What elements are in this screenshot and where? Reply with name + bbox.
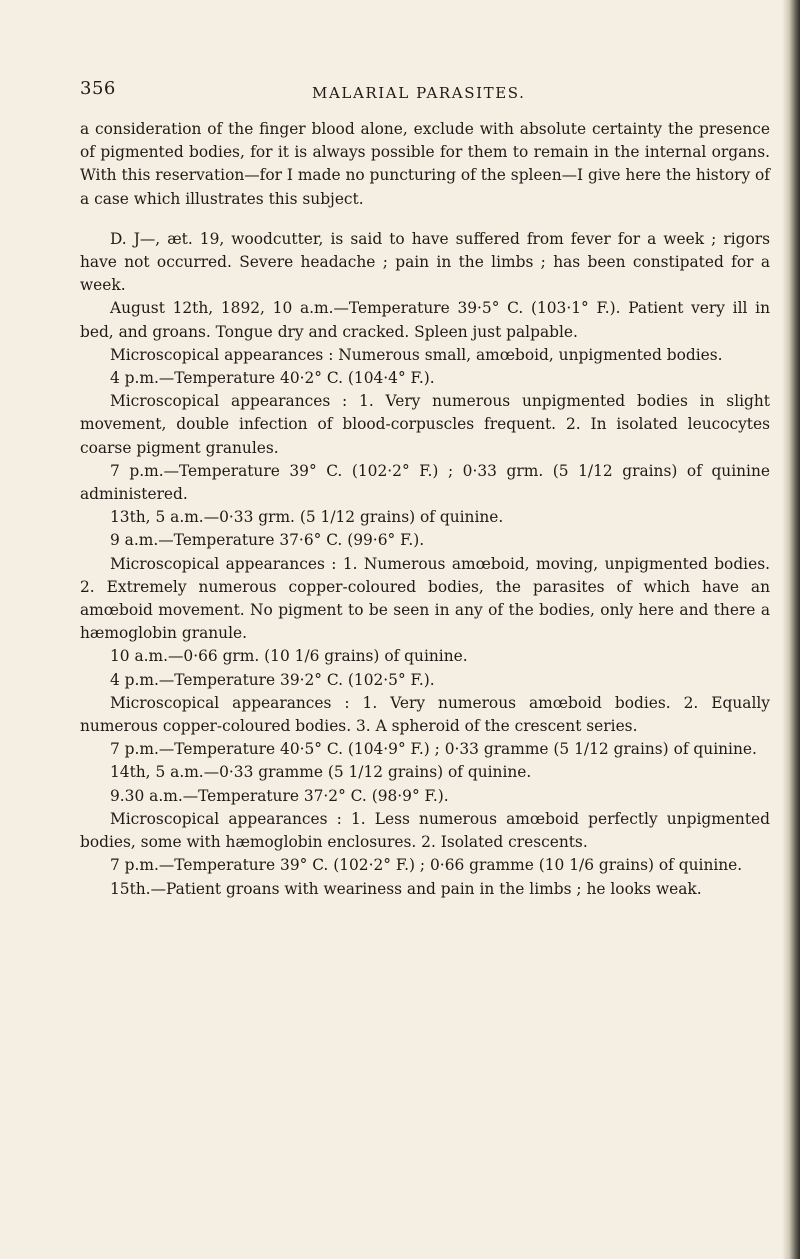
paragraph-entry: Microscopical appearances : Numerous small, amœboid, unpigmented bodies. <box>110 345 723 364</box>
paragraph-entry: 7 p.m.—Temperature 39° C. (102·2° F.) ; 0·33 grm. (5 1/12 grains) of quinine administered. <box>80 461 770 504</box>
paragraph-entry: 4 p.m.—Temperature 40·2° C. (104·4° F.). <box>110 369 435 388</box>
paragraph-entry: Microscopical appearances : 1. Very numerous unpigmented bodies in slight movement, double infection of blood-corpuscles frequent. 2. In isolated leucocytes coarse pigment granules. <box>80 392 770 457</box>
paragraph-entry: Microscopical appearances : 1. Very numerous amœboid bodies. 2. Equally numerous copper-coloured bodies. 3. A spheroid of the crescent series. <box>80 693 770 736</box>
paragraph-intro: a consideration of the finger blood alone, exclude with absolute certainty the presence of pigmented bodies, for it is always possible for them to remain in the internal organs. With this reservation—for I made no puncturing of the spleen—I give here the history of a case which illustrates this subject. <box>80 120 771 208</box>
page-number: 356 <box>80 78 116 99</box>
paragraph-entry: Microscopical appearances : 1. Numerous amœboid, moving, unpigmented bodies. 2. Extremely numerous copper-coloured bodies, the parasites of which have an amœboid movement. No pigment to be seen in any of the bodies, only here and there a hæmoglobin granule. <box>80 554 770 643</box>
paragraph-entry: 14th, 5 a.m.—0·33 gramme (5 1/12 grains) of quinine. <box>110 763 532 782</box>
page-header <box>0 78 780 108</box>
paragraph-entry: 9.30 a.m.—Temperature 37·2° C. (98·9° F.). <box>110 786 449 805</box>
paragraph-entry: 7 p.m.—Temperature 40·5° C. (104·9° F.) ; 0·33 gramme (5 1/12 grains) of quinine. <box>110 740 757 759</box>
paragraph-entry: 13th, 5 a.m.—0·33 grm. (5 1/12 grains) of quinine. <box>110 508 504 527</box>
page-edge-shadow <box>782 0 800 1259</box>
running-head: MALARIAL PARASITES. <box>312 84 526 102</box>
paragraph-entry: 4 p.m.—Temperature 39·2° C. (102·5° F.). <box>110 670 435 689</box>
paragraph-entry: 9 a.m.—Temperature 37·6° C. (99·6° F.). <box>110 531 425 550</box>
paragraph-case-history: D. J—, æt. 19, woodcutter, is said to have suffered from fever for a week ; rigors have not occurred. Severe headache ; pain in the limbs ; has been constipated for a week. <box>80 229 770 295</box>
body-text <box>80 118 770 901</box>
paragraph-entry: 15th.—Patient groans with weariness and pain in the limbs ; he looks weak. <box>110 879 702 898</box>
paragraph-entry: 10 a.m.—0·66 grm. (10 1/6 grains) of quinine. <box>110 647 468 666</box>
paragraph-entry: August 12th, 1892, 10 a.m.—Temperature 39·5° C. (103·1° F.). Patient very ill in bed, and groans. Tongue dry and cracked. Spleen just palpable. <box>80 299 770 341</box>
paragraph-entry: 7 p.m.—Temperature 39° C. (102·2° F.) ; 0·66 gramme (10 1/6 grains) of quinine. <box>110 856 743 875</box>
paragraph-entry: Microscopical appearances : 1. Less numerous amœboid perfectly unpigmented bodies, some with hæmoglobin enclosures. 2. Isolated crescents. <box>80 809 770 852</box>
